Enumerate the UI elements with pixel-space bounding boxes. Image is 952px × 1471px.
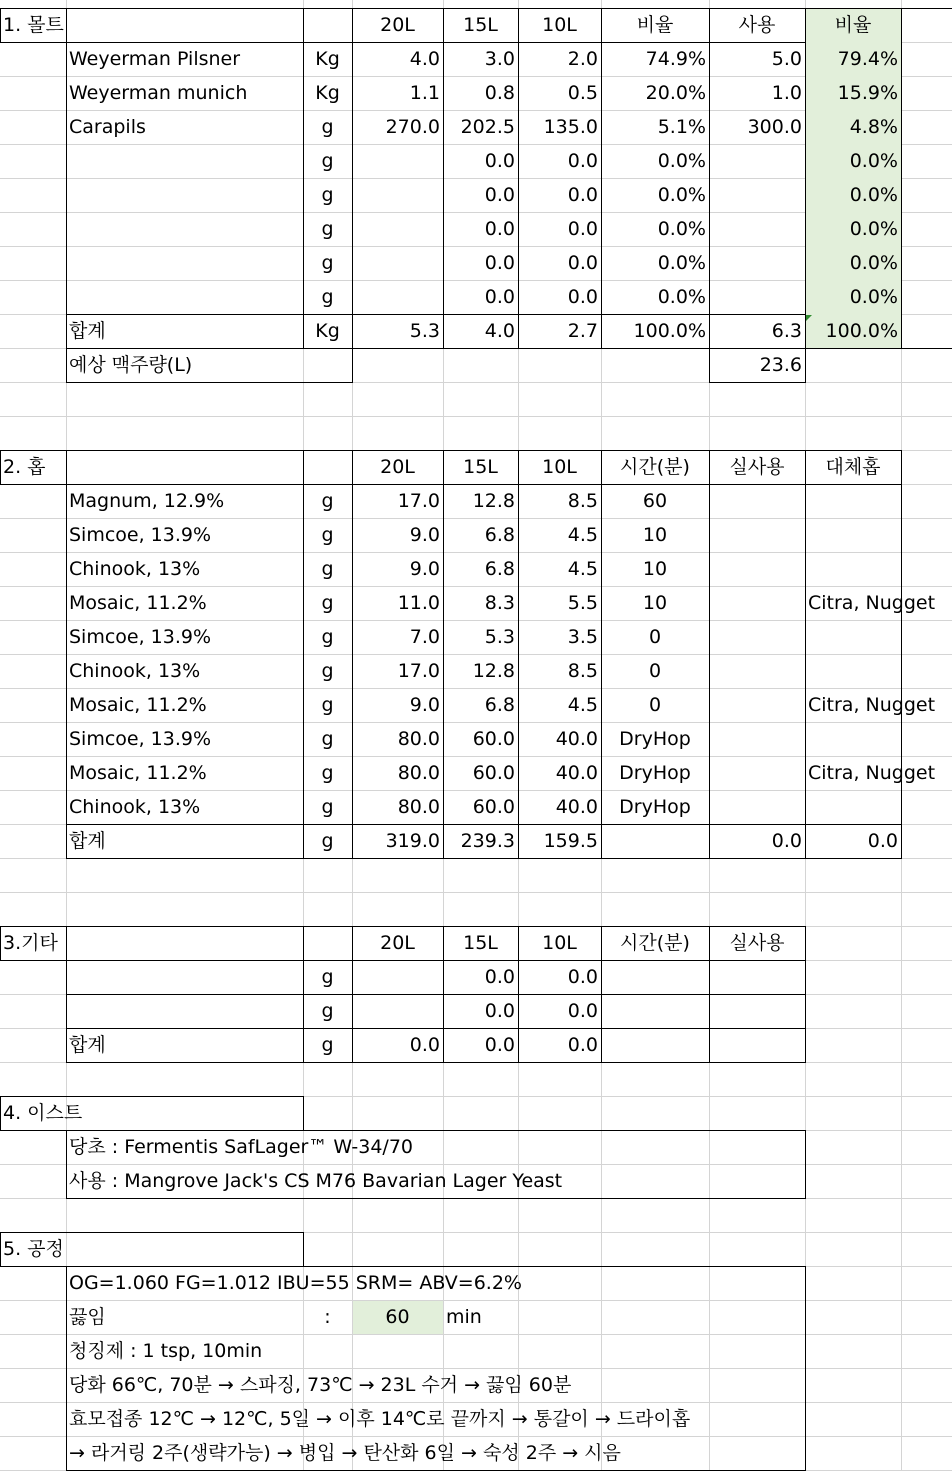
value-cell: 300.0 bbox=[747, 116, 802, 138]
value-cell: 0.0% bbox=[849, 150, 898, 172]
actual-cell bbox=[709, 722, 805, 756]
unit-cell: g bbox=[321, 218, 334, 240]
alt-hop-cell bbox=[805, 552, 952, 586]
value-cell bbox=[352, 280, 443, 314]
unit-cell: g bbox=[321, 592, 334, 614]
border-line bbox=[0, 42, 67, 43]
hop-name: Chinook, 13% bbox=[69, 796, 201, 818]
hop-name: Mosaic, 11.2% bbox=[69, 762, 207, 784]
value-cell: 12.8 bbox=[472, 490, 515, 512]
total-value: 6.3 bbox=[771, 320, 802, 342]
value-cell: 17.0 bbox=[397, 490, 440, 512]
column-header: 10L bbox=[542, 14, 577, 36]
value-cell: 79.4% bbox=[837, 48, 898, 70]
value-cell: 9.0 bbox=[409, 558, 440, 580]
value-cell: 12.8 bbox=[472, 660, 515, 682]
boil-label: 끓임 bbox=[69, 1306, 106, 1328]
unit-cell: g bbox=[321, 286, 334, 308]
time-cell: DryHop bbox=[619, 762, 691, 784]
value-cell: 9.0 bbox=[409, 694, 440, 716]
value-cell: 0.0% bbox=[657, 150, 706, 172]
border-line bbox=[805, 926, 806, 961]
unit-cell: g bbox=[321, 116, 334, 138]
value-cell bbox=[352, 960, 443, 994]
value-cell: 0.0% bbox=[657, 184, 706, 206]
section-title-yeast: 4. 이스트 bbox=[3, 1102, 83, 1124]
column-header: 비율 bbox=[636, 14, 674, 36]
actual-cell bbox=[709, 756, 805, 790]
hop-name: Magnum, 12.9% bbox=[69, 490, 225, 512]
column-header: 10L bbox=[542, 456, 577, 478]
actual-cell bbox=[709, 518, 805, 552]
actual-cell bbox=[709, 654, 805, 688]
value-cell: 0.0 bbox=[484, 966, 515, 988]
value-cell: 5.5 bbox=[567, 592, 598, 614]
value-cell: 4.5 bbox=[567, 694, 598, 716]
value-cell: 5.1% bbox=[657, 116, 706, 138]
actual-cell bbox=[709, 960, 805, 994]
total-label: 합계 bbox=[69, 830, 106, 852]
time-cell: 10 bbox=[642, 524, 668, 546]
border-line bbox=[805, 1130, 806, 1199]
ingredient-name: Weyerman Pilsner bbox=[69, 48, 241, 70]
ingredient-name bbox=[66, 212, 303, 246]
ingredient-name bbox=[66, 960, 303, 994]
value-cell: 0.0 bbox=[567, 966, 598, 988]
value-cell: 0.0 bbox=[484, 218, 515, 240]
hop-name: Chinook, 13% bbox=[69, 558, 201, 580]
total-value: 0.0 bbox=[867, 830, 898, 852]
value-cell: 0.8 bbox=[484, 82, 515, 104]
column-header: 대체홉 bbox=[825, 456, 881, 478]
value-cell: 80.0 bbox=[397, 728, 440, 750]
value-cell: 4.5 bbox=[567, 558, 598, 580]
total-value bbox=[601, 824, 709, 858]
border-line bbox=[66, 858, 902, 859]
value-cell: 0.0 bbox=[567, 286, 598, 308]
time-cell bbox=[601, 960, 709, 994]
expected-volume-label: 예상 맥주량(L) bbox=[69, 354, 193, 376]
value-cell bbox=[352, 994, 443, 1028]
border-line bbox=[303, 450, 304, 485]
time-cell: 60 bbox=[642, 490, 668, 512]
alt-hop-cell bbox=[805, 518, 952, 552]
process-step-line: 당화 66℃, 70분 → 스파징, 73℃ → 23L 수거 → 끓임 60분 bbox=[69, 1374, 572, 1396]
value-cell bbox=[709, 280, 805, 314]
value-cell bbox=[709, 246, 805, 280]
section-title-malt: 1. 몰트 bbox=[3, 14, 64, 36]
expected-volume-value: 23.6 bbox=[759, 354, 802, 376]
unit-cell: g bbox=[321, 490, 334, 512]
alt-hop-cell: Citra, Nugget bbox=[808, 762, 936, 784]
value-cell: 40.0 bbox=[555, 762, 598, 784]
value-cell: 1.1 bbox=[409, 82, 440, 104]
value-cell: 0.0% bbox=[849, 286, 898, 308]
value-cell bbox=[709, 144, 805, 178]
time-cell: DryHop bbox=[619, 728, 691, 750]
time-cell: DryHop bbox=[619, 796, 691, 818]
hop-name: Mosaic, 11.2% bbox=[69, 694, 207, 716]
total-value: 100.0% bbox=[825, 320, 898, 342]
value-cell: 40.0 bbox=[555, 796, 598, 818]
time-cell: 10 bbox=[642, 592, 668, 614]
unit-cell: g bbox=[321, 1000, 334, 1022]
column-header: 실사용 bbox=[729, 456, 785, 478]
actual-cell bbox=[709, 688, 805, 722]
yeast-line: 당초 : Fermentis SafLager™ W-34/70 bbox=[69, 1136, 414, 1158]
value-cell: 15.9% bbox=[837, 82, 898, 104]
unit-cell: g bbox=[321, 626, 334, 648]
value-cell: 0.0 bbox=[567, 184, 598, 206]
value-cell: 0.5 bbox=[567, 82, 598, 104]
value-cell: 4.5 bbox=[567, 524, 598, 546]
value-cell: 9.0 bbox=[409, 524, 440, 546]
unit-cell: g bbox=[321, 150, 334, 172]
unit-cell: g bbox=[321, 558, 334, 580]
value-cell: 0.0 bbox=[567, 218, 598, 240]
actual-cell bbox=[709, 620, 805, 654]
value-cell: 0.0% bbox=[849, 184, 898, 206]
value-cell: 0.0% bbox=[657, 252, 706, 274]
border-line bbox=[303, 1096, 304, 1131]
value-cell: 80.0 bbox=[397, 762, 440, 784]
value-cell: 5.0 bbox=[771, 48, 802, 70]
column-header: 시간(분) bbox=[620, 932, 690, 954]
value-cell: 80.0 bbox=[397, 796, 440, 818]
ingredient-name bbox=[66, 994, 303, 1028]
ingredient-name: Weyerman munich bbox=[69, 82, 248, 104]
unit-cell: g bbox=[321, 660, 334, 682]
gravity-stats: OG=1.060 FG=1.012 IBU=55 SRM= ABV=6.2% bbox=[69, 1272, 522, 1294]
value-cell: 0.0 bbox=[567, 252, 598, 274]
total-value: 100.0% bbox=[633, 320, 706, 342]
value-cell: 7.0 bbox=[409, 626, 440, 648]
time-cell: 0 bbox=[648, 660, 662, 682]
gridline bbox=[0, 892, 952, 893]
value-cell: 60.0 bbox=[472, 728, 515, 750]
total-value: 2.7 bbox=[567, 320, 598, 342]
total-value: 4.0 bbox=[484, 320, 515, 342]
value-cell bbox=[352, 178, 443, 212]
value-cell: 8.5 bbox=[567, 660, 598, 682]
value-cell: 4.8% bbox=[849, 116, 898, 138]
total-value: 0.0 bbox=[771, 830, 802, 852]
section-title-process: 5. 공정 bbox=[3, 1238, 64, 1260]
ingredient-name bbox=[66, 280, 303, 314]
alt-hop-cell bbox=[805, 654, 952, 688]
boil-time-input[interactable]: 60 bbox=[385, 1306, 410, 1328]
unit-cell: Kg bbox=[315, 82, 340, 104]
border-line bbox=[901, 450, 902, 485]
unit-cell: g bbox=[321, 728, 334, 750]
border-line bbox=[352, 348, 353, 383]
column-header: 비율 bbox=[834, 14, 872, 36]
value-cell: 60.0 bbox=[472, 796, 515, 818]
unit-cell: g bbox=[321, 830, 334, 852]
value-cell: 0.0% bbox=[849, 218, 898, 240]
section-title-hops: 2. 홉 bbox=[3, 456, 46, 478]
border-line bbox=[805, 348, 952, 349]
value-cell: 0.0 bbox=[484, 150, 515, 172]
time-cell bbox=[601, 994, 709, 1028]
value-cell: 6.8 bbox=[484, 524, 515, 546]
value-cell: 202.5 bbox=[460, 116, 515, 138]
value-cell: 270.0 bbox=[385, 116, 440, 138]
ingredient-name bbox=[66, 246, 303, 280]
value-cell: 135.0 bbox=[543, 116, 598, 138]
value-cell: 0.0 bbox=[484, 286, 515, 308]
hop-name: Mosaic, 11.2% bbox=[69, 592, 207, 614]
column-header: 20L bbox=[380, 14, 415, 36]
value-cell bbox=[352, 144, 443, 178]
ingredient-name: Carapils bbox=[69, 116, 146, 138]
alt-hop-cell bbox=[805, 484, 952, 518]
total-value: 0.0 bbox=[567, 1034, 598, 1056]
hop-name: Simcoe, 13.9% bbox=[69, 626, 212, 648]
process-step-line: 청징제 : 1 tsp, 10min bbox=[69, 1340, 263, 1362]
ingredient-name bbox=[66, 144, 303, 178]
border-line bbox=[303, 1232, 304, 1267]
value-cell: 3.0 bbox=[484, 48, 515, 70]
column-header: 15L bbox=[463, 456, 498, 478]
unit-cell: g bbox=[321, 184, 334, 206]
value-cell: 0.0% bbox=[849, 252, 898, 274]
total-value bbox=[709, 1028, 805, 1062]
column-header: 10L bbox=[542, 932, 577, 954]
value-cell: 8.3 bbox=[484, 592, 515, 614]
border-line bbox=[709, 382, 806, 383]
time-cell: 0 bbox=[648, 626, 662, 648]
value-cell: 6.8 bbox=[484, 558, 515, 580]
boil-separator: : bbox=[324, 1306, 331, 1328]
total-value bbox=[601, 1028, 709, 1062]
alt-hop-cell bbox=[805, 722, 952, 756]
value-cell: 17.0 bbox=[397, 660, 440, 682]
column-header: 사용 bbox=[738, 14, 776, 36]
total-value: 5.3 bbox=[409, 320, 440, 342]
column-header: 시간(분) bbox=[620, 456, 690, 478]
total-label: 합계 bbox=[69, 320, 106, 342]
border-line bbox=[805, 1266, 806, 1471]
value-cell: 0.0 bbox=[567, 1000, 598, 1022]
column-header: 실사용 bbox=[729, 932, 785, 954]
value-cell: 6.8 bbox=[484, 694, 515, 716]
actual-cell bbox=[709, 484, 805, 518]
border-line bbox=[805, 960, 806, 1063]
value-cell: 5.3 bbox=[484, 626, 515, 648]
column-header: 15L bbox=[463, 14, 498, 36]
unit-cell: g bbox=[321, 694, 334, 716]
unit-cell: g bbox=[321, 524, 334, 546]
hop-name: Simcoe, 13.9% bbox=[69, 728, 212, 750]
process-step-line: 효모접종 12℃ → 12℃, 5일 → 이후 14℃로 끝까지 → 통갈이 → 드라이홉 bbox=[69, 1408, 691, 1430]
value-cell: 0.0% bbox=[657, 218, 706, 240]
unit-cell: g bbox=[321, 966, 334, 988]
total-label: 합계 bbox=[69, 1034, 106, 1056]
actual-cell bbox=[709, 552, 805, 586]
unit-cell: Kg bbox=[315, 320, 340, 342]
gridline bbox=[0, 416, 952, 417]
value-cell bbox=[352, 246, 443, 280]
total-value: 239.3 bbox=[460, 830, 515, 852]
alt-hop-cell: Citra, Nugget bbox=[808, 592, 936, 614]
border-line bbox=[66, 1062, 806, 1063]
unit-cell: Kg bbox=[315, 48, 340, 70]
total-value: 319.0 bbox=[385, 830, 440, 852]
unit-cell: g bbox=[321, 252, 334, 274]
value-cell bbox=[709, 212, 805, 246]
total-value: 0.0 bbox=[409, 1034, 440, 1056]
value-cell: 0.0 bbox=[484, 184, 515, 206]
section-title-other: 3.기타 bbox=[3, 932, 58, 954]
column-header: 20L bbox=[380, 456, 415, 478]
total-value: 159.5 bbox=[543, 830, 598, 852]
value-cell bbox=[352, 212, 443, 246]
value-cell: 4.0 bbox=[409, 48, 440, 70]
column-header: 20L bbox=[380, 932, 415, 954]
actual-cell bbox=[709, 586, 805, 620]
border-line bbox=[66, 1198, 806, 1199]
border-line bbox=[66, 382, 353, 383]
time-cell: 10 bbox=[642, 558, 668, 580]
ingredient-name bbox=[66, 178, 303, 212]
hop-name: Chinook, 13% bbox=[69, 660, 201, 682]
alt-hop-cell bbox=[805, 620, 952, 654]
value-cell: 0.0% bbox=[657, 286, 706, 308]
value-cell: 0.0 bbox=[567, 150, 598, 172]
value-cell: 74.9% bbox=[645, 48, 706, 70]
hop-name: Simcoe, 13.9% bbox=[69, 524, 212, 546]
unit-cell: g bbox=[321, 796, 334, 818]
value-cell bbox=[709, 178, 805, 212]
value-cell: 1.0 bbox=[771, 82, 802, 104]
actual-cell bbox=[709, 790, 805, 824]
total-value: 0.0 bbox=[484, 1034, 515, 1056]
time-cell: 0 bbox=[648, 694, 662, 716]
alt-hop-cell bbox=[805, 790, 952, 824]
value-cell: 8.5 bbox=[567, 490, 598, 512]
boil-unit: min bbox=[446, 1306, 482, 1328]
column-header: 15L bbox=[463, 932, 498, 954]
value-cell: 40.0 bbox=[555, 728, 598, 750]
process-step-line: → 라거링 2주(생략가능) → 병입 → 탄산화 6일 → 숙성 2주 → 시음 bbox=[69, 1442, 621, 1464]
value-cell: 2.0 bbox=[567, 48, 598, 70]
value-cell: 0.0 bbox=[484, 1000, 515, 1022]
yeast-line: 사용 : Mangrove Jack's CS M76 Bavarian Lager Yeast bbox=[69, 1170, 563, 1192]
border-line bbox=[805, 348, 806, 383]
unit-cell: g bbox=[321, 762, 334, 784]
border-line bbox=[901, 8, 902, 349]
value-cell: 20.0% bbox=[645, 82, 706, 104]
alt-hop-cell: Citra, Nugget bbox=[808, 694, 936, 716]
value-cell: 11.0 bbox=[397, 592, 440, 614]
unit-cell: g bbox=[321, 1034, 334, 1056]
value-cell: 0.0 bbox=[484, 252, 515, 274]
actual-cell bbox=[709, 994, 805, 1028]
value-cell: 60.0 bbox=[472, 762, 515, 784]
value-cell: 3.5 bbox=[567, 626, 598, 648]
border-line bbox=[303, 926, 304, 961]
